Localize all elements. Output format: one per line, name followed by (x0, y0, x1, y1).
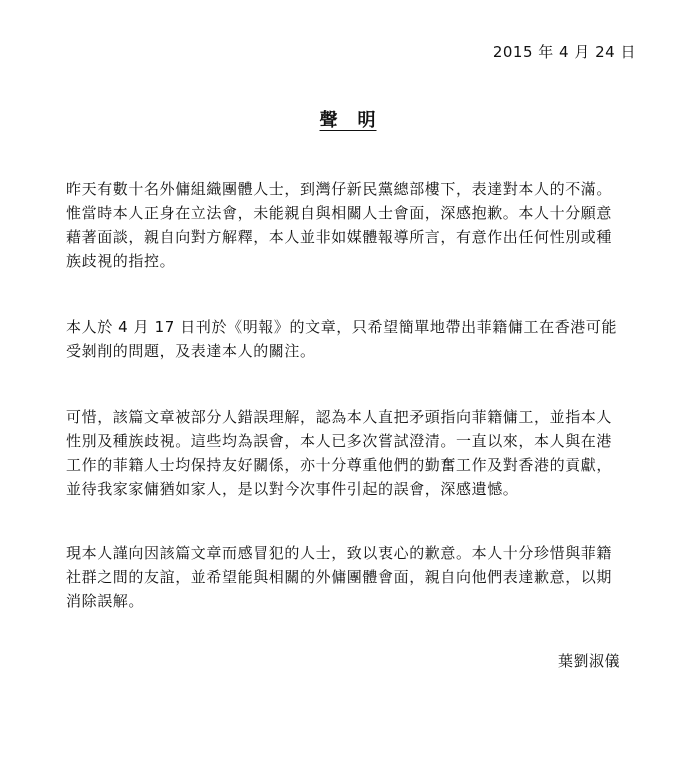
signature: 葉劉淑儀 (557, 652, 620, 670)
paragraph-2: 本人於 4 月 17 日刊於《明報》的文章，只希望簡單地帶出菲籍傭工在香港可能受剝削的問題，及表達本人的關注。 (66, 318, 618, 360)
document-title: 聲 明 (319, 110, 377, 131)
paragraph-4: 現本人謹向因該篇文章而感冒犯的人士，致以衷心的歉意。本人十分珍惜與菲籍社群之間的友誼，並希望能與相關的外傭團體會面，親自向他們表達歉意，以期消除誤解。 (66, 544, 613, 610)
paragraph-1: 昨天有數十名外傭組織團體人士，到灣仔新民黨總部樓下，表達對本人的不滿。惟當時本人正身在立法會，未能親自與相關人士會面，深感抱歉。本人十分願意藉著面談，親自向對方解釋，本人並非如媒體報導所言，有意作出任何性別或種族歧視的指控。 (66, 180, 613, 270)
paragraph-3: 可惜，該篇文章被部分人錯誤理解，認為本人直把矛頭指向菲籍傭工，並指本人性別及種族歧視。這些均為誤會，本人已多次嘗試澄清。一直以來，本人與在港工作的菲籍人士均保持友好關係，亦十分尊重他們的勤奮工作及對香港的貢獻，並待我家家傭猶如家人，是以對今次事件引起的誤會，深感遺憾。 (66, 408, 613, 498)
document-date: 2015 年 4 月 24 日 (492, 43, 636, 61)
